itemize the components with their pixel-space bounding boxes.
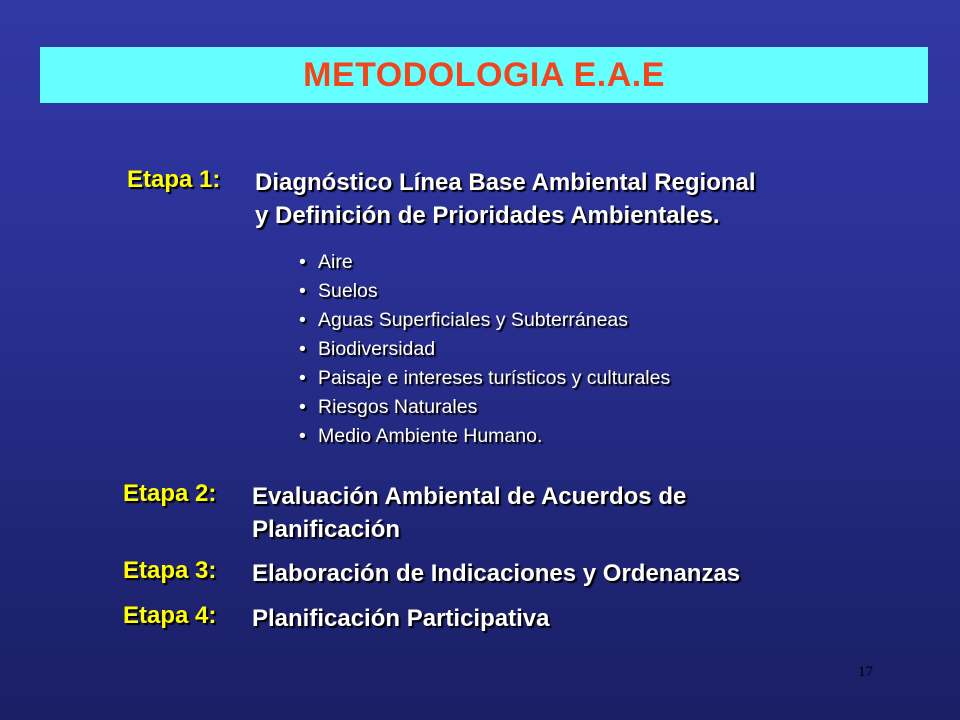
stage-2-description	[252, 480, 686, 546]
list-item-text: Riesgos Naturales	[318, 396, 478, 418]
stage-2-label: Etapa 2:	[123, 480, 217, 507]
list-item-text: Aguas Superficiales y Subterráneas	[318, 309, 629, 331]
stage-2-line-2: Planificación	[252, 516, 401, 543]
list-item	[299, 277, 670, 306]
bullet-icon: •	[299, 367, 306, 389]
bullet-icon: •	[299, 396, 306, 418]
bullet-icon: •	[299, 280, 306, 302]
list-item-text: Aire	[318, 251, 353, 273]
bullet-icon: •	[299, 425, 306, 447]
list-item	[299, 422, 670, 451]
stage-3-label: Etapa 3:	[123, 557, 217, 584]
stage-2-line-1: Evaluación Ambiental de Acuerdos de	[252, 483, 687, 510]
list-item	[299, 364, 670, 393]
stage-4-description	[252, 602, 549, 635]
stage-4-line-1: Planificación Participativa	[252, 605, 550, 632]
slide-title: METODOLOGIA E.A.E	[303, 55, 665, 94]
list-item-text: Paisaje e intereses turísticos y culturales	[318, 367, 671, 389]
stage-1-label: Etapa 1:	[127, 166, 221, 193]
list-item-text: Medio Ambiente Humano.	[318, 425, 543, 447]
bullet-icon: •	[299, 309, 306, 331]
bullet-icon: •	[299, 251, 306, 273]
stage-3-line-1: Elaboración de Indicaciones y Ordenanzas	[252, 560, 741, 587]
title-banner	[40, 47, 928, 103]
stage-1-line-1: Diagnóstico Línea Base Ambiental Regional	[255, 169, 756, 196]
page-number: 17	[858, 664, 873, 680]
list-item	[299, 248, 670, 277]
list-item-text: Biodiversidad	[318, 338, 436, 360]
list-item	[299, 306, 670, 335]
list-item	[299, 335, 670, 364]
stage-1-description	[255, 166, 756, 232]
bullet-icon: •	[299, 338, 306, 360]
stage-4-label: Etapa 4:	[123, 602, 217, 629]
list-item	[299, 393, 670, 422]
list-item-text: Suelos	[318, 280, 378, 302]
stage-1-topics-list	[299, 248, 670, 451]
stage-1-line-2: y Definición de Prioridades Ambientales.	[255, 202, 720, 229]
stage-3-description	[252, 557, 740, 590]
